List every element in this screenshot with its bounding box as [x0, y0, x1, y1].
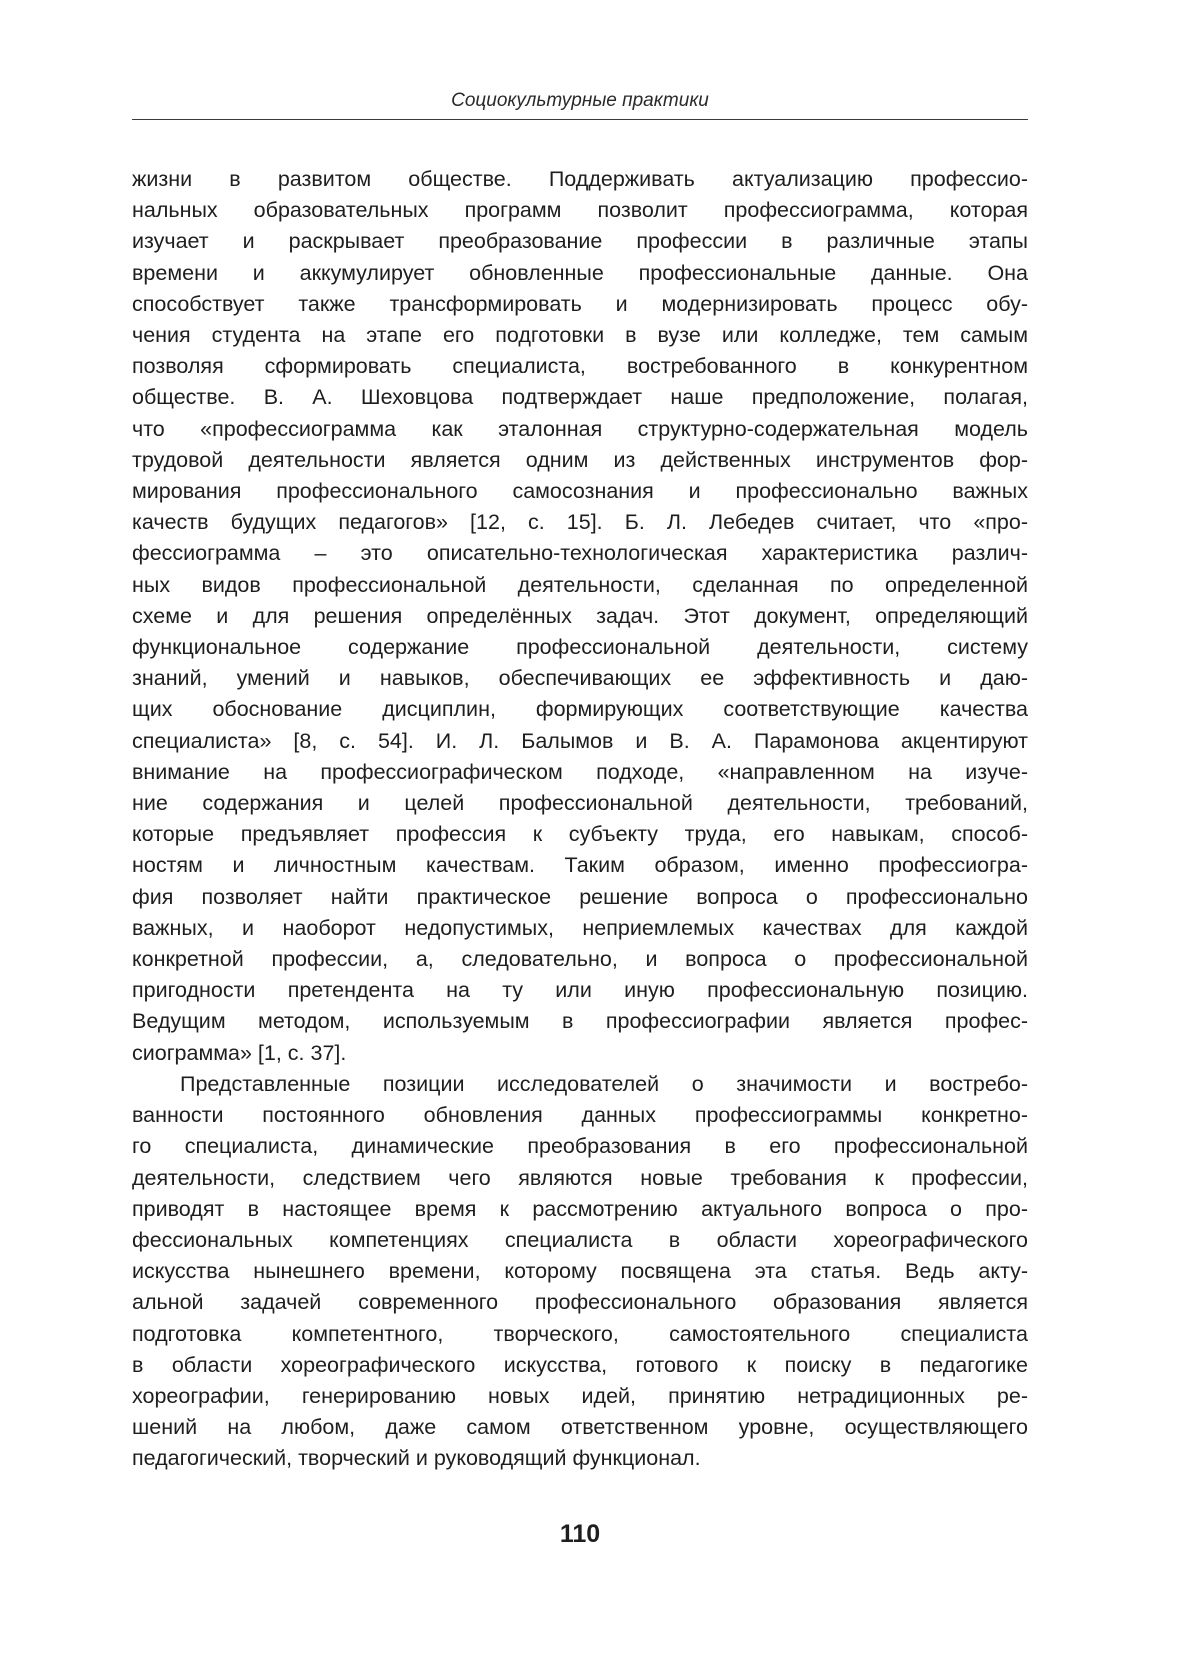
text-line: качеств будущих педагогов» [12, с. 15]. Б. Л. Лебедев считает, что «про-	[132, 510, 1028, 535]
text-line: нальных образовательных программ позволит профессиограмма, которая	[132, 198, 1028, 223]
text-line: фессиональных компетенциях специалиста в области хореографического	[132, 1227, 1028, 1252]
running-header-title: Социокультурные практики	[451, 90, 709, 111]
text-line: Представленные позиции исследователей о значимости и востребо-	[180, 1071, 1028, 1096]
header-rule	[132, 119, 1028, 120]
text-line: функциональное содержание профессиональной деятельности, систему	[132, 635, 1028, 660]
paragraph-1	[132, 164, 1028, 1069]
text-line: ванности постоянного обновления данных профессиограммы конкретно-	[132, 1103, 1028, 1128]
text-line: пригодности претендента на ту или иную профессиональную позицию.	[132, 978, 1028, 1003]
body-text	[132, 164, 1028, 1475]
text-line: в области хореографического искусства, готового к поиску в педагогике	[132, 1352, 1028, 1377]
text-line: ностям и личностным качествам. Таким образом, именно профессиогра-	[132, 853, 1028, 878]
text-line: фессиограмма – это описательно-технологическая характеристика различ-	[132, 541, 1028, 566]
text-line: подготовка компетентного, творческого, самостоятельного специалиста	[132, 1321, 1028, 1346]
text-line: схеме и для решения определённых задач. Этот документ, определяющий	[132, 603, 1028, 628]
text-line: конкретной профессии, а, следовательно, и вопроса о профессиональной	[132, 947, 1028, 972]
text-line: шений на любом, даже самом ответственном уровне, осуществляющего	[132, 1415, 1028, 1440]
paragraph-2	[132, 1069, 1028, 1475]
text-line: чения студента на этапе его подготовки в вузе или колледже, тем самым	[132, 323, 1028, 348]
text-line: изучает и раскрывает преобразование профессии в различные этапы	[132, 229, 1028, 254]
text-line: мирования профессионального самосознания и профессионально важных	[132, 479, 1028, 504]
page-number: 110	[559, 1520, 601, 1548]
text-line: щих обоснование дисциплин, формирующих соответствующие качества	[132, 697, 1028, 722]
text-line: искусства нынешнего времени, которому посвящена эта статья. Ведь акту-	[132, 1259, 1028, 1284]
text-line: фия позволяет найти практическое решение вопроса о профессионально	[132, 884, 1028, 909]
text-line: которые предъявляет профессия к субъекту труда, его навыкам, способ-	[132, 822, 1028, 847]
text-line: ных видов профессиональной деятельности, сделанная по определенной	[132, 572, 1028, 597]
text-line: педагогический, творческий и руководящий функционал.	[132, 1446, 701, 1471]
text-line: времени и аккумулирует обновленные профессиональные данные. Она	[132, 260, 1028, 285]
text-line: обществе. В. А. Шеховцова подтверждает наше предположение, полагая,	[132, 385, 1028, 410]
text-line: хореографии, генерированию новых идей, принятию нетрадиционных ре-	[132, 1383, 1028, 1408]
text-line: деятельности, следствием чего являются новые требования к профессии,	[132, 1165, 1028, 1190]
text-line: позволяя сформировать специалиста, востребованного в конкурентном	[132, 354, 1028, 379]
text-line: что «профессиограмма как эталонная структурно-содержательная модель	[132, 416, 1028, 441]
text-line: знаний, умений и навыков, обеспечивающих ее эффективность и даю-	[132, 666, 1028, 691]
text-line: ние содержания и целей профессиональной деятельности, требований,	[132, 791, 1028, 816]
text-line: жизни в развитом обществе. Поддерживать актуализацию профессио-	[132, 167, 1028, 191]
text-line: сиограмма» [1, с. 37].	[132, 1040, 347, 1065]
text-line: важных, и наоборот недопустимых, неприемлемых качествах для каждой	[132, 915, 1028, 940]
text-line: приводят в настоящее время к рассмотрению актуального вопроса о про-	[132, 1196, 1028, 1221]
text-line: трудовой деятельности является одним из действенных инструментов фор-	[132, 447, 1028, 472]
text-line: альной задачей современного профессионального образования является	[132, 1290, 1028, 1315]
text-line: го специалиста, динамические преобразования в его профессиональной	[132, 1134, 1028, 1159]
text-line: способствует также трансформировать и модернизировать процесс обу-	[132, 291, 1028, 316]
text-line: специалиста» [8, с. 54]. И. Л. Балымов и В. А. Парамонова акцентируют	[132, 728, 1028, 753]
text-line: внимание на профессиографическом подходе, «направленном на изуче-	[132, 759, 1028, 784]
text-line: Ведущим методом, используемым в профессиографии является профес-	[132, 1009, 1028, 1034]
